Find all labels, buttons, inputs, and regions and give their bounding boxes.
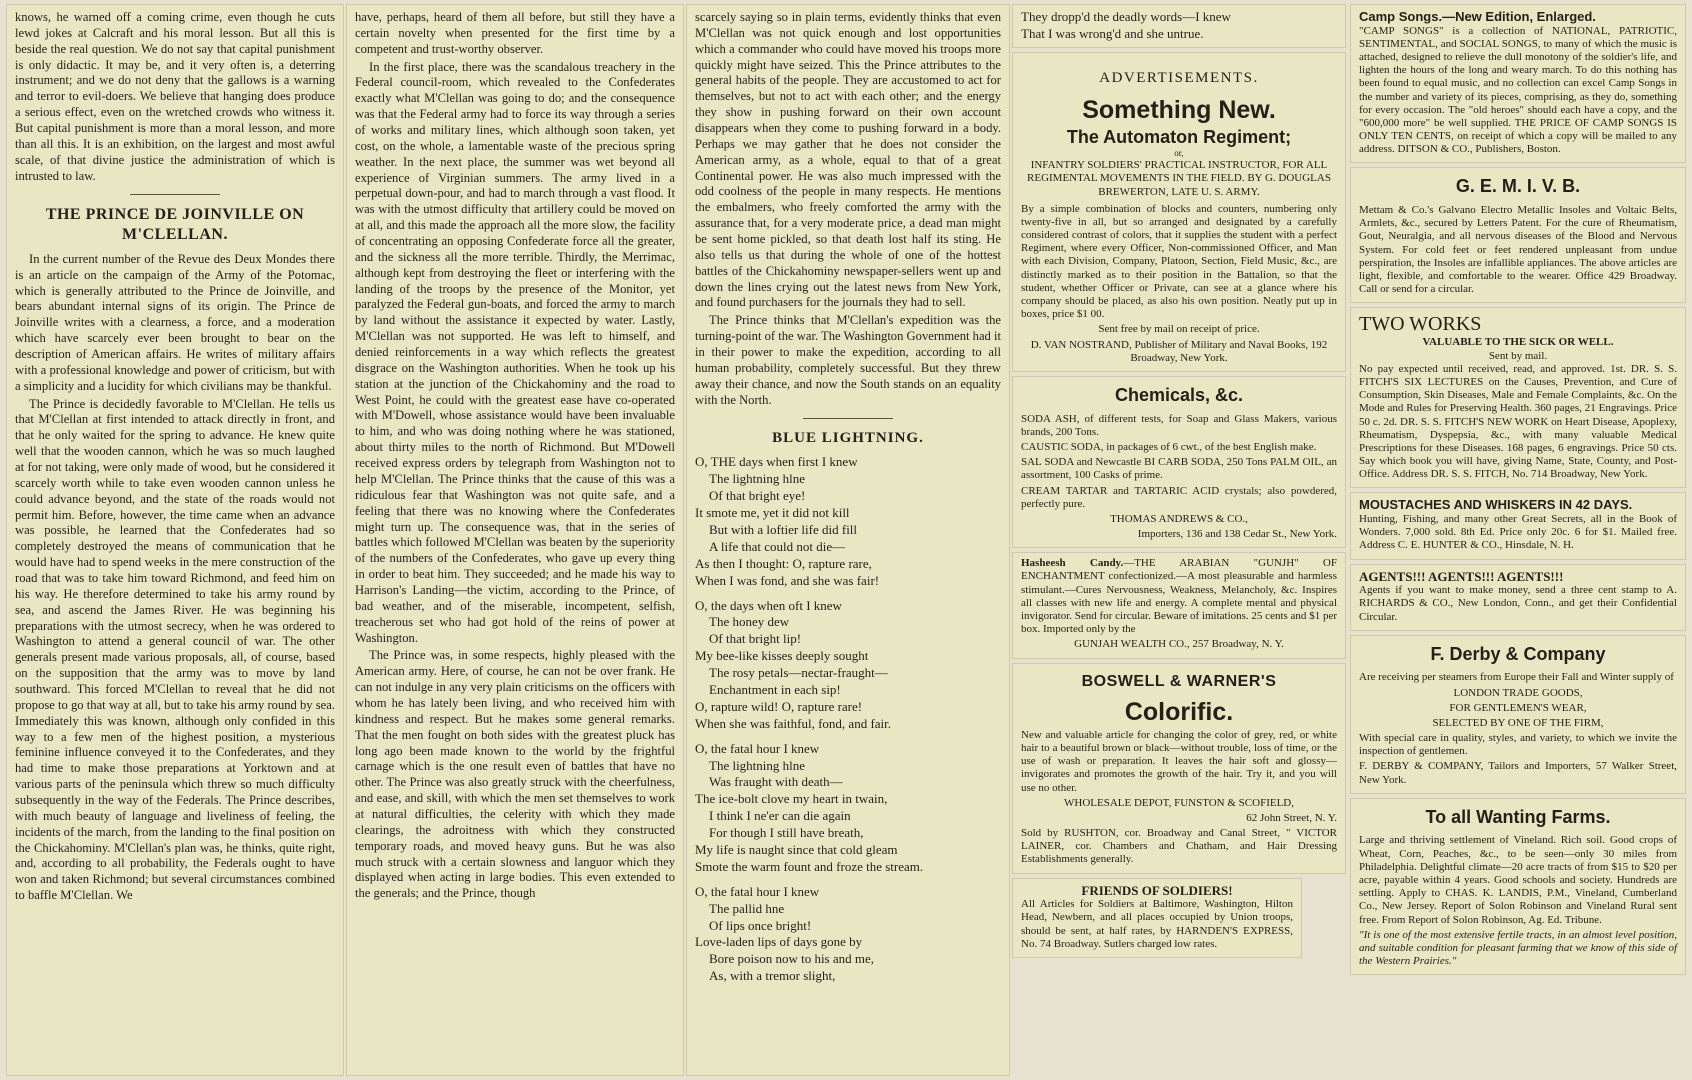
- poem-line: For though I still have breath,: [709, 825, 864, 841]
- advert-line: CAUSTIC SODA, in packages of 6 cwt., of the best English make.: [1021, 440, 1317, 453]
- advert-something-new: [1012, 52, 1346, 372]
- advert-subtitle: The Automaton Regiment;: [1066, 126, 1292, 147]
- advert-moustaches: [1350, 492, 1686, 559]
- advert-title: FRIENDS OF SOLDIERS!: [1081, 882, 1233, 898]
- advert-body: Agents if you want to make money, send a three cent stamp to A. RICHARDS & CO., New London, Conn., and get their Confidential Circular.: [1359, 584, 1677, 623]
- poem-line: I think I ne'er can die again: [709, 808, 851, 824]
- advert-line: F. DERBY & COMPANY, Tailors and Importers, 57 Walker Street, New York.: [1359, 760, 1677, 786]
- article-headline: THE PRINCE DE JOINVILLE ON M'CLELLAN.: [45, 206, 305, 243]
- article-paragraph: The Prince thinks that M'Clellan's expedition was the turning-point of the war. The Washington Government had it in their power to make the expedition, according to all human probability, completely successful. But they threw away their chance, and now the South stands on an equality with the North.: [695, 313, 1001, 407]
- article-paragraph: In the current number of the Revue des Deux Mondes there is an article on the campaign of the Army of the Potomac, which is generally attributed to the Prince de Joinville, and bears abundant internal signs of its origin. The Prince de Joinville writes with a clearness, a force, and a moderation which have scarcely ever been brought to bear on the description of American affairs. He writes of military affairs with a professional knowledge and power of criticism, but with a simplicity and a lucidity for which civilians may be thankful.: [15, 251, 335, 393]
- advert-friends-of-soldiers: [1012, 878, 1302, 958]
- advert-or: or,: [1174, 148, 1184, 159]
- advert-subtitle: VALUABLE TO THE SICK OR WELL.: [1422, 336, 1614, 349]
- advert-address: Importers, 136 and 138 Cedar St., New York.: [1137, 528, 1337, 541]
- section-divider: [130, 194, 220, 195]
- advert-agents: [1350, 564, 1686, 631]
- advert-title: Something New.: [1082, 95, 1276, 124]
- poem-stanza: [695, 741, 1001, 876]
- poem-stanza: [695, 598, 1001, 733]
- advert-sent-note: Sent free by mail on receipt of price.: [1098, 323, 1260, 336]
- advert-colorific: [1012, 663, 1346, 874]
- poem-line: O, the days when oft I knew: [695, 597, 842, 613]
- poem-ending: [1012, 4, 1346, 48]
- poem-line: A life that could not die—: [709, 538, 846, 554]
- poem-stanza: [695, 454, 1001, 589]
- column-4: [1012, 4, 1346, 1076]
- advert-product: Colorific.: [1124, 697, 1234, 726]
- advert-line: SODA ASH, of different tests, for Soap and Glass Makers, various brands, 200 Tons.: [1021, 412, 1337, 438]
- column-5: [1350, 4, 1686, 1076]
- poem-line: O, the fatal hour I knew: [695, 883, 820, 899]
- advert-body: "CAMP SONGS" is a collection of NATIONAL, PATRIOTIC, SENTIMENTAL, and SOCIAL SONGS, to many of which the music is attached, designed to relieve the dull monotony of the soldier's life, and lighten the hours of the long and weary march. To do this nothing has been found to equal music, and no collection can excel Camp Songs in the number and variety of its pieces, comprising, as they do, something for every occasion. The "old heroes" should each have a copy, and the "600,000 more" be well supplied. THE PRICE OF CAMP SONGS IS ONLY TEN CENTS, on receipt of which a copy will be mailed to any address. DITSON & CO., Publishers, Boston.: [1359, 24, 1677, 156]
- advert-publisher: D. VAN NOSTRAND, Publisher of Military and Naval Books, 192 Broadway, New York.: [1030, 338, 1328, 364]
- poem-line: Of lips once bright!: [709, 917, 812, 933]
- poem-line: Bore poison now to his and me,: [709, 951, 875, 967]
- column-1-opening-paragraph: knows, he warned off a coming crime, even though he cuts lewd jokes at Calcraft and his moral lesson. But all this is beside the real question. We do not say that capital punishment is only didactic. It may be, and it very often is, a deterring instrument; and we do not deny that the gallows is a warning and terror to evil-doers. We believe that hanging does produce a serious effect, even on the wretched crowds who witness it. But capital punishment is more than a moral lesson, and more than all this. It is an exhibition, on the largest and most awful scale, of that divine justice the administration of which is intrusted to law.: [15, 10, 335, 183]
- poem-line: O, THE days when first I knew: [695, 454, 858, 470]
- column-2: [346, 4, 684, 1076]
- advert-quote: "It is one of the most extensive fertile tracts, in an almost level position, and suitable condition for pleasant farming that we know of this side of the Western Prairies.": [1359, 928, 1677, 968]
- poem-line: Enchantment in each sip!: [709, 681, 841, 697]
- advert-gemivb: [1350, 167, 1686, 303]
- advert-title: G. E. M. I. V. B.: [1455, 176, 1581, 197]
- advert-line: LONDON TRADE GOODS,: [1453, 686, 1583, 699]
- advert-line: Are receiving per steamers from Europe their Fall and Winter supply of: [1359, 671, 1674, 684]
- advert-camp-songs: [1350, 4, 1686, 163]
- advert-line: FOR GENTLEMEN'S WEAR,: [1449, 701, 1587, 714]
- poem-line: My life is naught since that cold gleam: [695, 841, 898, 857]
- poem-body: [695, 454, 1001, 985]
- poem-line: As, with a tremor slight,: [709, 968, 836, 984]
- advert-body: —THE ARABIAN "GUNJH" OF ENCHANTMENT confectionized.—A most pleasurable and harmless stimulant.—Cures Nervousness, Weakness, Melancholy, &c. Inspires all classes with new life and energy. A complete mental and physical invigorator. Send for circular. Beware of imitations. 25 cents and $1 per box. Imported only by the: [1021, 557, 1337, 636]
- advert-body: By a simple combination of blocks and counters, numbering only twenty-five in all, but so arranged and designated by a carefully considered contrast of colors, that it supplies the student with a perfect Regiment, where every Officer, Non-commissioned Officer, and Man with each Division, Company, Platoon, Section, Field Music, &c., are distinctly marked as to their position in the Battalion, so that the student, whether Officer or Private, can see at a glance where his company should be placed, as also his own position. Neatly put up in boxes, price $1 00.: [1021, 202, 1337, 321]
- poem-stanza: [695, 884, 1001, 985]
- advertisements-header: ADVERTISEMENTS.: [1099, 69, 1259, 86]
- poem-line: As then I thought: O, rapture rare,: [695, 555, 872, 571]
- poem-line: They dropp'd the deadly words—I knew: [1021, 9, 1231, 24]
- advert-depot: WHOLESALE DEPOT, FUNSTON & SCOFIELD,: [1064, 796, 1294, 809]
- advert-title: MOUSTACHES AND WHISKERS IN 42 DAYS.: [1359, 497, 1633, 513]
- poem-line: That I was wrong'd and she untrue.: [1021, 25, 1204, 41]
- poem-line: When she was faithful, fond, and fair.: [695, 715, 892, 731]
- article-paragraph: In the first place, there was the scandalous treachery in the Federal council-room, which revealed to the Confederates exactly what M'Clellan was going to do; and the consequence was that the Federal army had to force its way through a series of works and military lines, which although soon taken, yet cost, on the whole, a lamentable waste of the precious spring weather. In the next place, the summer was wet beyond all experience of Virginian summers. The army lived in a perpetual down-pour, and had to march through a vast flood. It was with the utmost difficulty that artillery could be moved on at all, and this made the approach all the more slow, the facility of concentrating an opposing Confederate force all the greater, and the sickness all the more terrible. Thirdly, the Merrimac, although kept from destroying the fleet or interfering with the landing of the troops by the presence of the Monitor, yet paralyzed the Federal gun-boats, and forced the army to march by land without the assistance it expected by water. Lastly, M'Clellan was not supported. He was left to himself, and denied reinforcements in a way which reflects the greatest disgrace on the Washington authorities. When he took up his station at the junction of the Chickahominy and the road to West Point, he could with the greatest ease have co-operated with M'Dowell, whose assistance would have been invaluable to him, and who was doing nothing where he was stationed, about thirty miles to the north of Richmond. But M'Dowell received express orders by telegraph from Washington not to help M'Clellan. The Prince thinks that the cause of this was a ridiculous fear that Washington was not quite safe, and a feeling that there was no knowing where the Confederates might turn up. The consequence was, that in the series of battles which followed M'Clellan was beaten by the superiority of the numbers of the Confederates, who gave up every thing in order to beat him. They succeeded; and he made his way to Harrison's Landing—the victim, according to the Prince, of bad weather, and of the miserable, incompetent, selfish, treacherous set who had got hold of the reins of power at Washington.: [355, 59, 675, 645]
- advert-title: Chemicals, &c.: [1114, 384, 1244, 405]
- poem-line: The lightning hlne: [709, 757, 806, 773]
- advert-line: SELECTED BY ONE OF THE FIRM,: [1432, 716, 1604, 729]
- advert-body: Hunting, Fishing, and many other Great Secrets, all in the Book of Wonders. 7,000 sold. 8th Ed. Price only 20c. 6 for $1. Mailed free. Address C. E. HUNTER & CO., Hinsdale, N. H.: [1359, 513, 1677, 552]
- advert-sent-note: Sent by mail.: [1488, 349, 1548, 362]
- poem-line: The pallid hne: [709, 900, 785, 916]
- section-divider: [803, 418, 893, 419]
- advert-title: BOSWELL & WARNER'S: [1081, 672, 1277, 690]
- poem-line: But with a loftier life did fill: [709, 521, 858, 537]
- advert-line: With special care in quality, styles, and variety, to which we invite the inspection of gentlemen.: [1359, 732, 1677, 758]
- advert-chemicals: [1012, 376, 1346, 548]
- advert-sold-by: Sold by RUSHTON, cor. Broadway and Canal Street, " VICTOR LAINER, cor. Chambers and Chatham, and Hair Dressing Establishments generally.: [1021, 827, 1337, 866]
- advert-title: Camp Songs.—New Edition, Enlarged.: [1359, 9, 1596, 24]
- poem-line: Smote the warm fount and froze the stream.: [695, 858, 924, 874]
- advert-firm: GUNJAH WEALTH CO., 257 Broadway, N. Y.: [1074, 638, 1284, 651]
- article-paragraph: have, perhaps, heard of them all before, but still they have a certain novelty when presented for the first time by a competent and trust-worthy observer.: [355, 10, 675, 56]
- poem-line: Love-laden lips of days gone by: [695, 934, 863, 950]
- advert-depot-address: 62 John Street, N. Y.: [1246, 811, 1337, 824]
- advert-body: All Articles for Soldiers at Baltimore, Washington, Hilton Head, Newbern, and all places occupied by Union troops, should be sent, at half rates, by HARNDEN'S EXPRESS, No. 74 Broadway. Sutlers charged low rates.: [1021, 898, 1293, 950]
- advert-body: Mettam & Co.'s Galvano Electro Metallic Insoles and Voltaic Belts, Armlets, &c., secured by Letters Patent. For the cure of Rheumatism, Gout, Neuralgia, and all nervous diseases of the Blood and Nervous System. For cold feet or feet rendered unpleasant from undue perspiration, the Insoles are infallible appliances. The above articles are light, flexible, and comfortable to the wearer. Office 429 Broadway. Call or send for a circular.: [1359, 204, 1677, 296]
- column-1: [6, 4, 344, 1076]
- advert-title: TWO WORKS: [1359, 313, 1482, 336]
- advert-firm: THOMAS ANDREWS & CO.,: [1110, 512, 1248, 525]
- poem-title: BLUE LIGHTNING.: [772, 430, 924, 447]
- poem-line: Was fraught with death—: [709, 774, 843, 790]
- column-3: [686, 4, 1010, 1076]
- poem-line: The lightning hlne: [709, 471, 806, 487]
- advert-title: Hasheesh Candy.: [1021, 557, 1124, 570]
- article-paragraph: The Prince was, in some respects, highly pleased with the American army. Here, of course, he can not be over frank. He can not indulge in any very plain criticisms on the officers with whom he has lately been living, and who received him with kindness and respect. But he makes some general remarks. That the men fought on both sides with the greatest pluck has long ago been made known to the world by the frightful carnage which is the one result even of battles that have no other. The Prince was also greatly struck with the cheerfulness, and ease, and skill, with which the men set themselves to work at natural difficulties, the celerity with which they made clearings, the adroitness with which they constructed temporary roads, and moved heavy guns. But he was also much struck with a certain slowness and languor which they displayed when acting in large bodies. This even extended to the generals; and the Prince, though: [355, 648, 675, 901]
- poem-line: O, the fatal hour I knew: [695, 740, 820, 756]
- advert-body: New and valuable article for changing the color of grey, red, or white hair to a beautiful brown or black—without trouble, loss of time, or the use of wash or preparation. It leaves the hair soft and glossy—invigorates and promotes the growth of the hair. Try it, and you will use no other.: [1021, 728, 1337, 794]
- advert-lead: INFANTRY SOLDIERS' PRACTICAL INSTRUCTOR, FOR ALL REGIMENTAL MOVEMENTS IN THE FIELD. BY G. DOUGLAS BREWERTON, LATE U. S. ARMY.: [1027, 159, 1331, 198]
- poem-line: It smote me, yet it did not kill: [695, 505, 850, 521]
- advert-line: SAL SODA and Newcastle BI CARB SODA, 250 Tons PALM OIL, an assortment, 100 Casks of prime.: [1021, 456, 1337, 482]
- advert-farms: [1350, 798, 1686, 975]
- advert-two-works: [1350, 307, 1686, 488]
- poem-line: My bee-like kisses deeply sought: [695, 648, 869, 664]
- poem-line: Of that bright eye!: [709, 488, 806, 504]
- poem-line: The ice-bolt clove my heart in twain,: [695, 791, 888, 807]
- advert-body: No pay expected until received, read, and approved. 1st. DR. S. S. FITCH'S SIX LECTURES on the Causes, Prevention, and Cure of Consumption, Skin Diseases, Male and Female Complaints, &c. On the Mode and Rules for Preserving Health. 360 pages, 21 Engravings. Price 50 c. 2d. DR. S. S. FITCH'S NEW WORK on Heart Disease, Apoplexy, Rheumatism, Dyspepsia, &c., with many valuable Medical Prescriptions for these Diseases. 168 pages, 6 engravings. Price 50 cts. Say which book you will have, giving Name, State, County, and Post-Office. Address DR. S. S. FITCH, No. 714 Broadway, New York.: [1359, 362, 1677, 481]
- advert-line: CREAM TARTAR and TARTARIC ACID crystals; also powdered, perfectly pure.: [1021, 484, 1337, 510]
- advert-title: F. Derby & Company: [1430, 643, 1606, 664]
- poem-line: Of that bright lip!: [709, 631, 802, 647]
- advert-title: To all Wanting Farms.: [1425, 806, 1611, 827]
- poem-line: O, rapture wild! O, rapture rare!: [695, 698, 863, 714]
- poem-line: The rosy petals—nectar-fraught—: [709, 665, 888, 681]
- article-paragraph: scarcely saying so in plain terms, evidently thinks that even M'Clellan was not quick enough and lost opportunities which a commander who could have moved his troops more quickly might have seized. This the Prince attributes to the general habits of the people. They are accustomed to act for themselves, but not to act with each other; and the energy they show in pushing forward on their own account disappears when they come to pushing forward in a body. Perhaps we may gather that he does not consider the American army, as a whole, equal to that of a great Continental power. He was also much impressed with the odd coolness of the people in many respects. He mentions the embalmers, who freely comforted the army with the assurance that, for a very moderate price, a dead man might be sent home pickled, so that death lost half its sting. He also tells us that during the whole of one of the hottest battles of the Chickahominy newspaper-sellers went up and down the lines crying out the latest news from New York, and found purchasers for the journals they had to sell.: [695, 10, 1001, 310]
- advert-title: AGENTS!!! AGENTS!!! AGENTS!!!: [1359, 568, 1564, 584]
- advert-f-derby: [1350, 635, 1686, 794]
- advert-body: Large and thriving settlement of Vineland. Rich soil. Good crops of Wheat, Corn, Peaches, &c., to be seen—only 30 miles from Philadelphia. Delightful climate—20 acre tracts of from $15 to $20 per acre, payable within 4 years. Good schools and society. Hundreds are settling. Apply to CHAS. K. LANDIS, P.M., Vineland, Cumberland Co., New Jersey. Report of Solon Robinson and Vineland Rural sent free. From Report of Solon Robinson, Ag. Ed. Tribune.: [1359, 834, 1677, 926]
- article-paragraph: The Prince is decidedly favorable to M'Clellan. He tells us that M'Clellan at first intended to attack directly in front, and that he only waited for the spring to advance. He knew quite well that the wooden cannon, which he was so much laughed at for not taking, were only made of wood, but he considered it scarcely worth while to take even wooden cannon unless he could advance beyond, and the state of the roads would not permit him. Before, however, the time came when an advance was possible, he learned that the Confederates had so completely destroyed the means of communication that he would have had to spend weeks in the mere construction of the road that was to take him toward Richmond, and feed him on his way. He therefore determined to take his army round by sea, and ascend the James River. He was beginning his preparations with the utmost secrecy, when he was ordered to Washington to attend a general council of war. The other generals present made various proposals, all, of course, based on the supposition that the army was to move by land southward. This forced M'Clellan to reveal that he did not propose to go that way at all, but to take his army round by sea. Immediately this was known, although only confided in this way to a few men of the highest position, a mysterious feminine influence conveyed it to the Confederates, and they had time to make those preparations at Yorktown and at various parts of the peninsula which threw so much difficulty subsequently in the way of the Federals. The Prince describes, with much beauty of language and liveliness of feeling, the incidents of the march, from the landing to the final position on the Chickahominy. M'Clellan's plan was, he thinks, quite right, and, according to all probability, the Federals ought to have won and taken Richmond; but several circumstances combined to baffle M'Clellan. We: [15, 396, 335, 903]
- advert-hasheesh-candy: [1012, 552, 1346, 658]
- poem-line: When I was fond, and she was fair!: [695, 572, 880, 588]
- poem-line: The honey dew: [709, 614, 790, 630]
